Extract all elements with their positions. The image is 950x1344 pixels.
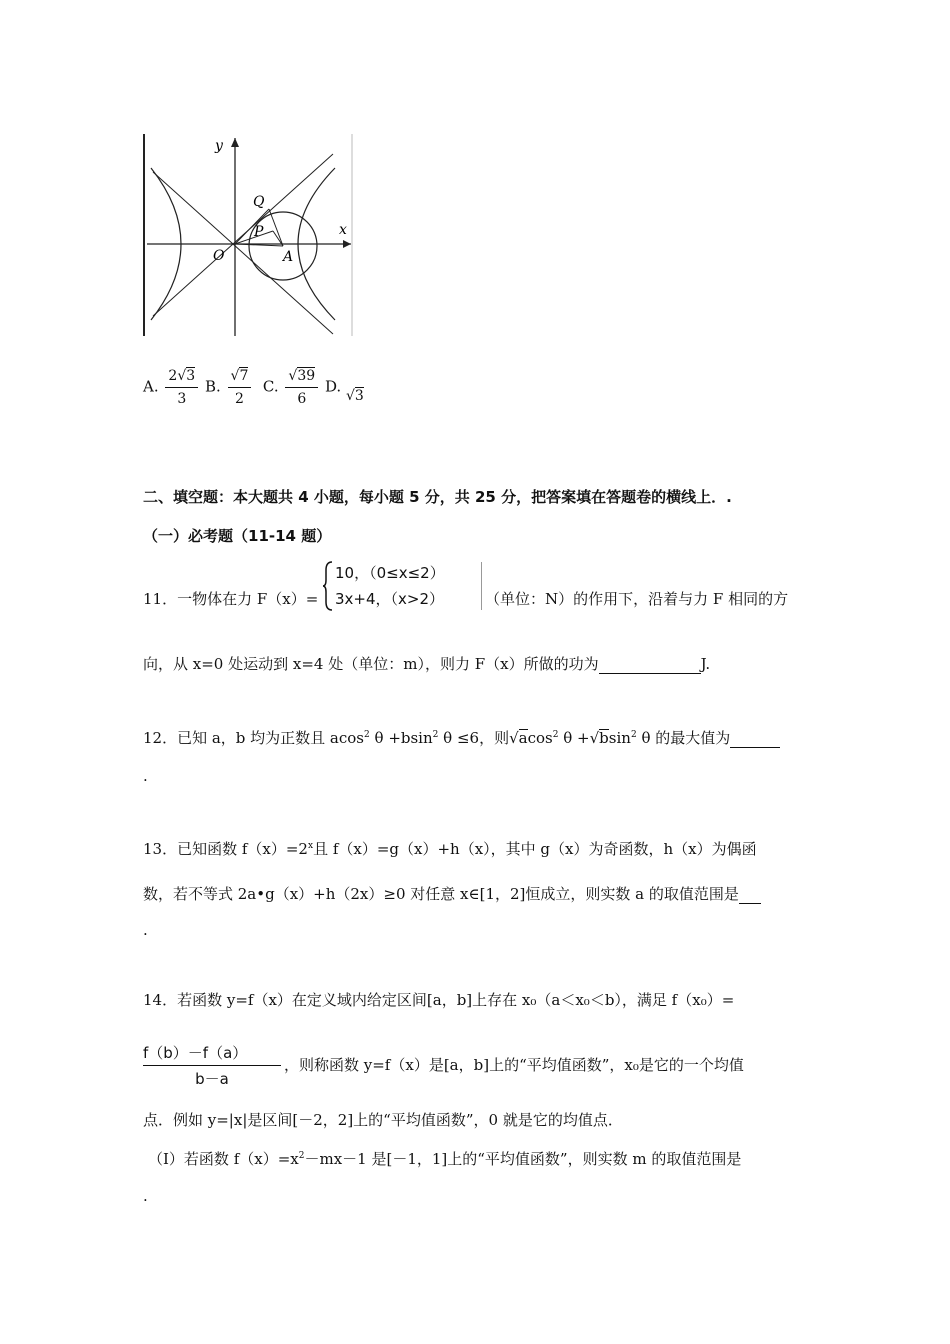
option-b-label: B. bbox=[204, 377, 221, 396]
q13-blank bbox=[739, 887, 761, 904]
option-c-label: C. bbox=[262, 377, 279, 396]
option-b-value: $\frac{√7}{2}$ bbox=[228, 366, 252, 409]
q11-blank bbox=[599, 657, 701, 674]
q14-fraction bbox=[143, 1042, 281, 1089]
option-d-value: √3 bbox=[345, 387, 364, 404]
label-o: O bbox=[213, 248, 225, 264]
section-heading: 二、填空题：本大题共 4 小题，每小题 5 分，共 25 分，把答案填在答题卷的横线上．. bbox=[143, 488, 732, 506]
segment-qa bbox=[269, 209, 283, 246]
option-c-value: $\frac{√39}{6}$ bbox=[285, 366, 318, 409]
q11-line2: 向，从 x=0 处运动到 x=4 处（单位：m），则力 F（x）所做的功为 J. bbox=[143, 655, 711, 673]
label-a: A bbox=[283, 249, 294, 265]
q11-brace bbox=[322, 560, 334, 612]
label-q: Q bbox=[253, 194, 265, 210]
segment-oq bbox=[235, 209, 269, 244]
q11-suffix: （单位：N）的作用下，沿着与力 F 相同的方 bbox=[485, 590, 789, 608]
option-a-label: A. bbox=[143, 377, 159, 396]
section-subheading: （一）必考题（11-14 题） bbox=[143, 527, 332, 545]
q13-line2: 数，若不等式 2a•g（x）+h（2x）≥0 对任意 x∈[1，2]恒成立，则实数 a 的取值范围是 bbox=[143, 884, 761, 904]
q11-piece1: 10，（0≤x≤2） bbox=[335, 564, 445, 582]
q11-piece2: 3x+4，（x>2） bbox=[335, 590, 445, 608]
option-a-value: $\frac{2√3}{3}$ bbox=[165, 366, 198, 409]
q14-part1: （I）若函数 $f(x)=x^2-mx-1$ 是[－1，1]上的“平均值函数”，则实数 m 的取值范围是 bbox=[148, 1150, 742, 1168]
q12-dot: . bbox=[143, 767, 148, 785]
q13-dot: . bbox=[143, 921, 148, 939]
q12-line: 12．已知 a，b 均为正数且 acos$^2$ θ +bsin$^2$ θ ≤6，则√acos$^2$ θ +√bsin$^2$ θ 的最大值为 bbox=[143, 725, 780, 748]
x-axis-arrow bbox=[343, 240, 351, 248]
q13-line1: 13．已知函数 $f(x)=2^x$且 f（x）=g（x）+h（x），其中 g（x）为奇函数，h（x）为偶函 bbox=[143, 840, 757, 858]
q14-dot: . bbox=[143, 1187, 148, 1205]
q12-blank bbox=[730, 731, 780, 748]
q11-divider bbox=[481, 562, 482, 610]
answer-options bbox=[143, 366, 364, 409]
q14-frac-den: b－a bbox=[143, 1065, 281, 1089]
label-p: P bbox=[254, 224, 264, 240]
q14-line3: 点．例如 y=|x|是区间[－2，2]上的“平均值函数”，0 就是它的均值点． bbox=[143, 1111, 623, 1129]
option-d-label: D. bbox=[324, 377, 342, 396]
label-x: x bbox=[339, 222, 347, 238]
q14-line1: 14．若函数 y=f（x）在定义域内给定区间[a，b]上存在 x₀（a＜x₀＜b），满足 f（x₀）= bbox=[143, 991, 735, 1009]
q14-line2: ，则称函数 y=f（x）是[a，b]上的“平均值函数”，x₀是它的一个均值 bbox=[284, 1056, 744, 1074]
label-y: y bbox=[215, 138, 223, 154]
hyperbola-figure bbox=[143, 134, 355, 338]
y-axis-arrow bbox=[231, 138, 239, 147]
q11-line1: 11．一物体在力 F（x）= bbox=[143, 590, 319, 608]
q14-frac-num: f（b）－f（a） bbox=[143, 1044, 248, 1062]
